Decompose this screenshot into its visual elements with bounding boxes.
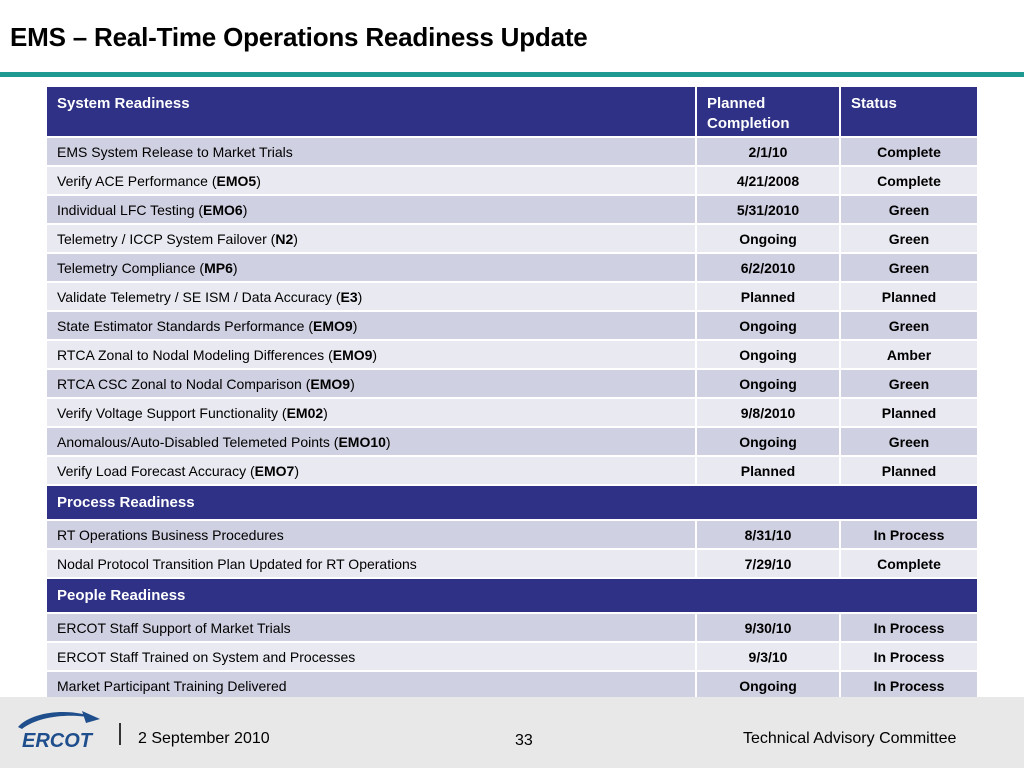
ercot-logo — [12, 707, 104, 753]
task-label: Individual LFC Testing ( — [57, 201, 204, 218]
task-suffix: ) — [323, 404, 328, 421]
task-label: RTCA Zonal to Nodal Modeling Differences ( — [57, 346, 333, 363]
footer-date: 2 September 2010 — [138, 730, 270, 747]
task-label: Nodal Protocol Transition Plan Updated for RT Operations — [57, 555, 417, 572]
table-row — [46, 369, 978, 398]
planned-completion-cell: 4/21/2008 — [696, 166, 840, 195]
table-row — [46, 456, 978, 485]
status-cell: Green — [840, 369, 978, 398]
planned-completion-cell: 7/29/10 — [696, 549, 840, 578]
status-cell: In Process — [840, 613, 978, 642]
task-cell — [46, 253, 696, 282]
planned-completion-cell: 8/31/10 — [696, 520, 840, 549]
task-code: EMO9 — [313, 317, 353, 334]
status-cell: In Process — [840, 642, 978, 671]
status-cell: Green — [840, 253, 978, 282]
header-system-readiness: System Readiness — [46, 86, 696, 137]
task-label: EMS System Release to Market Trials — [57, 143, 293, 160]
task-label: Telemetry Compliance ( — [57, 259, 205, 276]
task-code: EMO7 — [254, 462, 295, 479]
task-suffix: ) — [294, 462, 299, 479]
planned-completion-cell: 6/2/2010 — [696, 253, 840, 282]
task-label: ERCOT Staff Support of Market Trials — [57, 619, 291, 636]
table-row — [46, 137, 978, 166]
task-cell — [46, 195, 696, 224]
header-status: Status — [840, 86, 978, 137]
section-people-readiness — [46, 578, 978, 613]
status-cell: Complete — [840, 166, 978, 195]
task-suffix: ) — [385, 433, 391, 450]
task-suffix: ) — [350, 375, 355, 392]
task-label: RT Operations Business Procedures — [57, 526, 284, 543]
task-suffix: ) — [232, 259, 238, 276]
task-cell — [46, 137, 696, 166]
task-cell — [46, 282, 696, 311]
section-process-readiness-label: Process Readiness — [46, 485, 978, 520]
status-cell: Green — [840, 224, 978, 253]
status-cell: Planned — [840, 456, 978, 485]
status-cell: Planned — [840, 282, 978, 311]
table-row — [46, 340, 978, 369]
task-suffix: ) — [372, 346, 378, 363]
task-label: Verify Load Forecast Accuracy ( — [57, 462, 255, 479]
task-label: Market Participant Training Delivered — [57, 677, 287, 694]
table-row — [46, 166, 978, 195]
logo-wordmark: ERCOT — [22, 730, 92, 752]
task-code: EMO9 — [332, 346, 373, 363]
table-row — [46, 427, 978, 456]
planned-completion-cell: Planned — [696, 456, 840, 485]
task-label: Verify Voltage Support Functionality ( — [57, 404, 287, 421]
task-suffix: ) — [352, 317, 358, 334]
task-code: EMO6 — [203, 201, 243, 218]
planned-completion-cell: Ongoing — [696, 224, 840, 253]
task-code: EM02 — [286, 404, 324, 421]
task-cell — [46, 456, 696, 485]
task-code: EMO10 — [338, 433, 386, 450]
slide-title: EMS – Real-Time Operations Readiness Update — [10, 22, 588, 52]
task-suffix: ) — [293, 230, 298, 247]
task-cell — [46, 549, 696, 578]
table-row — [46, 253, 978, 282]
section-process-readiness — [46, 485, 978, 520]
planned-completion-cell: 9/8/2010 — [696, 398, 840, 427]
planned-completion-cell: Ongoing — [696, 340, 840, 369]
task-cell — [46, 520, 696, 549]
planned-completion-cell: Ongoing — [696, 427, 840, 456]
status-cell: Planned — [840, 398, 978, 427]
table-row — [46, 613, 978, 642]
status-cell: Complete — [840, 137, 978, 166]
task-cell — [46, 398, 696, 427]
task-cell — [46, 311, 696, 340]
planned-completion-cell: Ongoing — [696, 369, 840, 398]
footer-separator — [119, 723, 121, 745]
task-code: EMO5 — [216, 172, 257, 189]
table-row — [46, 520, 978, 549]
task-code: N2 — [275, 230, 294, 247]
page-number: 33 — [515, 732, 533, 749]
readiness-table — [45, 85, 979, 701]
task-cell — [46, 369, 696, 398]
status-cell: Green — [840, 195, 978, 224]
planned-completion-cell: Ongoing — [696, 671, 840, 700]
status-cell: In Process — [840, 520, 978, 549]
task-cell — [46, 427, 696, 456]
task-suffix: ) — [357, 288, 363, 305]
table-row — [46, 282, 978, 311]
table-row — [46, 671, 978, 700]
status-cell: Green — [840, 311, 978, 340]
status-cell: Amber — [840, 340, 978, 369]
footer — [0, 697, 1024, 768]
planned-completion-cell: Ongoing — [696, 311, 840, 340]
task-label: Telemetry / ICCP System Failover ( — [57, 230, 276, 247]
task-cell — [46, 642, 696, 671]
table-row — [46, 311, 978, 340]
status-cell: Green — [840, 427, 978, 456]
task-cell — [46, 340, 696, 369]
table-row — [46, 398, 978, 427]
title-divider — [0, 72, 1024, 77]
task-cell — [46, 613, 696, 642]
table-row — [46, 549, 978, 578]
task-cell — [46, 166, 696, 195]
section-people-readiness-label: People Readiness — [46, 578, 978, 613]
task-label: RTCA CSC Zonal to Nodal Comparison ( — [57, 375, 311, 392]
task-cell — [46, 671, 696, 700]
task-label: Anomalous/Auto-Disabled Telemeted Points ( — [57, 433, 339, 450]
planned-completion-cell: 2/1/10 — [696, 137, 840, 166]
footer-committee: Technical Advisory Committee — [743, 730, 957, 747]
planned-completion-cell: 9/3/10 — [696, 642, 840, 671]
task-code: EMO9 — [310, 375, 351, 392]
task-label: Verify ACE Performance ( — [57, 172, 217, 189]
planned-completion-cell: 9/30/10 — [696, 613, 840, 642]
table-header-row — [46, 86, 978, 137]
status-cell: In Process — [840, 671, 978, 700]
task-cell — [46, 224, 696, 253]
planned-completion-cell: 5/31/2010 — [696, 195, 840, 224]
task-code: MP6 — [204, 259, 233, 276]
table-row — [46, 642, 978, 671]
header-planned-completion: Planned Completion — [696, 86, 840, 137]
task-suffix: ) — [256, 172, 261, 189]
table-row — [46, 224, 978, 253]
task-label: State Estimator Standards Performance ( — [57, 317, 313, 334]
task-suffix: ) — [242, 201, 248, 218]
task-label: Validate Telemetry / SE ISM / Data Accuracy ( — [57, 288, 341, 305]
status-cell: Complete — [840, 549, 978, 578]
task-label: ERCOT Staff Trained on System and Processes — [57, 648, 356, 665]
task-code: E3 — [340, 288, 358, 305]
table-row — [46, 195, 978, 224]
planned-completion-cell: Planned — [696, 282, 840, 311]
